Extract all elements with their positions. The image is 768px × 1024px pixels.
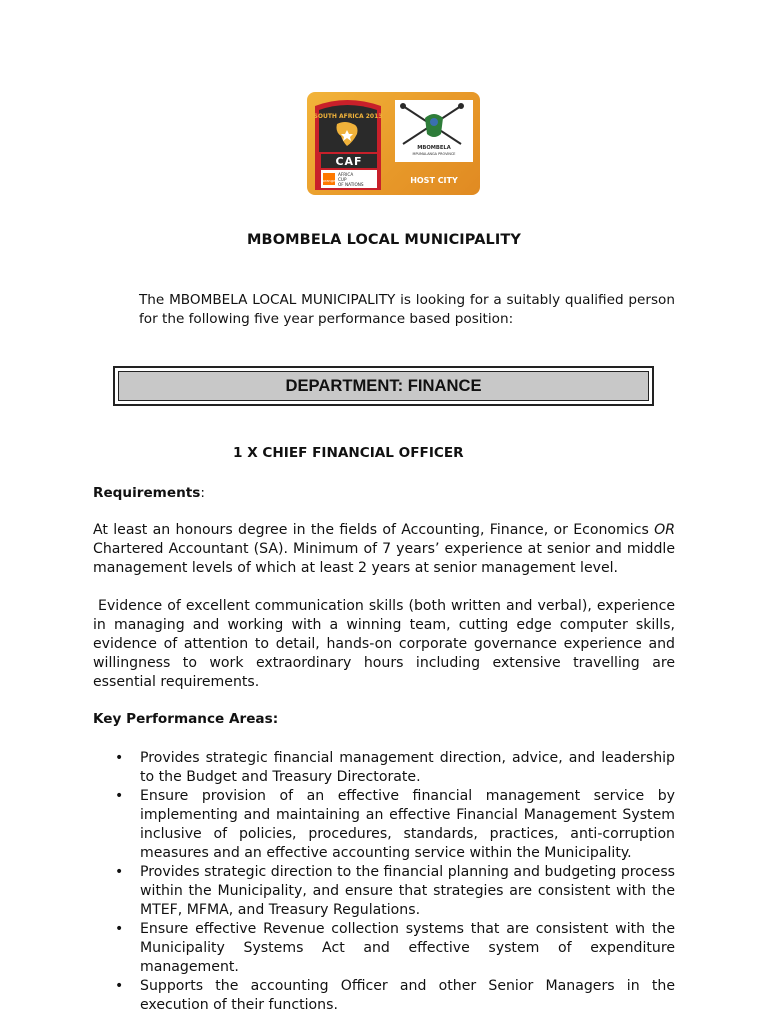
bullet-icon: •	[115, 978, 124, 994]
list-item	[93, 863, 675, 920]
list-item	[93, 920, 675, 977]
logo-sponsor: orange	[322, 179, 336, 183]
requirements-p1-text-cont: Chartered Accountant (SA). Minimum of 7 years’ experience at senior and middle management levels of which at least 2 years at senior management level.	[93, 541, 675, 576]
document-title: MBOMBELA LOCAL MUNICIPALITY	[247, 232, 521, 248]
requirements-heading	[93, 485, 205, 501]
list-item-text: Provides strategic direction to the financial planning and budgeting process within the Municipality, and ensure that strategies are consistent with the MTEF, MFMA, and Treasury Regulations.	[140, 864, 675, 918]
list-item-text: Ensure effective Revenue collection systems that are consistent with the Municipality Systems Act and effective system of expenditure management.	[140, 921, 675, 975]
list-item-text: Ensure provision of an effective financial management service by implementing and maintaining an effective Financial Management System inclusive of policies, procedures, standards, practices, anti-corruption measures and an effective accounting service within the Municipality.	[140, 788, 675, 861]
requirements-heading-colon: :	[200, 485, 205, 501]
logo-host-city: HOST CITY	[410, 176, 458, 185]
kpa-heading	[93, 711, 278, 727]
department-banner-inner	[118, 371, 649, 401]
position-title: 1 X CHIEF FINANCIAL OFFICER	[233, 445, 464, 461]
list-item	[93, 749, 675, 787]
requirements-heading-text: Requirements	[93, 485, 201, 501]
bullet-icon: •	[115, 750, 124, 766]
kpa-heading-colon: :	[272, 711, 279, 727]
department-banner	[113, 366, 654, 406]
list-item-text: Supports the accounting Officer and other Senior Managers in the execution of their functions.	[140, 978, 675, 1013]
requirements-paragraph-1	[93, 521, 675, 578]
logo-ring-text: SOUTH AFRICA 2013	[313, 113, 383, 120]
svg-text:CUP: CUP	[338, 177, 347, 182]
list-item	[93, 977, 675, 1015]
requirements-paragraph-2: Evidence of excellent communication skills (both written and verbal), experience in managing and working with a winning team, cutting edge computer skills, evidence of attention to detail, hands-on corporate governance experience and willingness to work extraordinary hours including extensive travelling are essential requirements.	[93, 598, 680, 690]
department-label: DEPARTMENT: FINANCE	[285, 376, 482, 395]
logo-mbombela: MBOMBELA	[417, 145, 451, 151]
requirements-p1-or: OR	[654, 522, 675, 538]
intro-paragraph: The MBOMBELA LOCAL MUNICIPALITY is looking for a suitably qualified person for the following five year performance based position:	[139, 292, 675, 328]
list-item	[93, 787, 675, 863]
logo-caf: CAF	[335, 155, 363, 168]
bullet-icon: •	[115, 864, 124, 880]
svg-text:OF NATIONS: OF NATIONS	[338, 182, 364, 187]
list-item-text: Provides strategic financial management direction, advice, and leadership to the Budget and Treasury Directorate.	[140, 750, 675, 785]
requirements-p1-text: At least an honours degree in the fields of Accounting, Finance, or Economics	[93, 522, 655, 538]
bullet-icon: •	[115, 921, 124, 937]
logo-province: MPUMALANGA PROVINCE	[412, 152, 456, 156]
caf-mbombela-host-city-logo	[307, 92, 480, 195]
svg-text:AFRICA: AFRICA	[338, 172, 354, 177]
bullet-icon: •	[115, 788, 124, 804]
kpa-list	[93, 749, 675, 1015]
kpa-heading-text: Key Performance Areas	[93, 711, 273, 727]
